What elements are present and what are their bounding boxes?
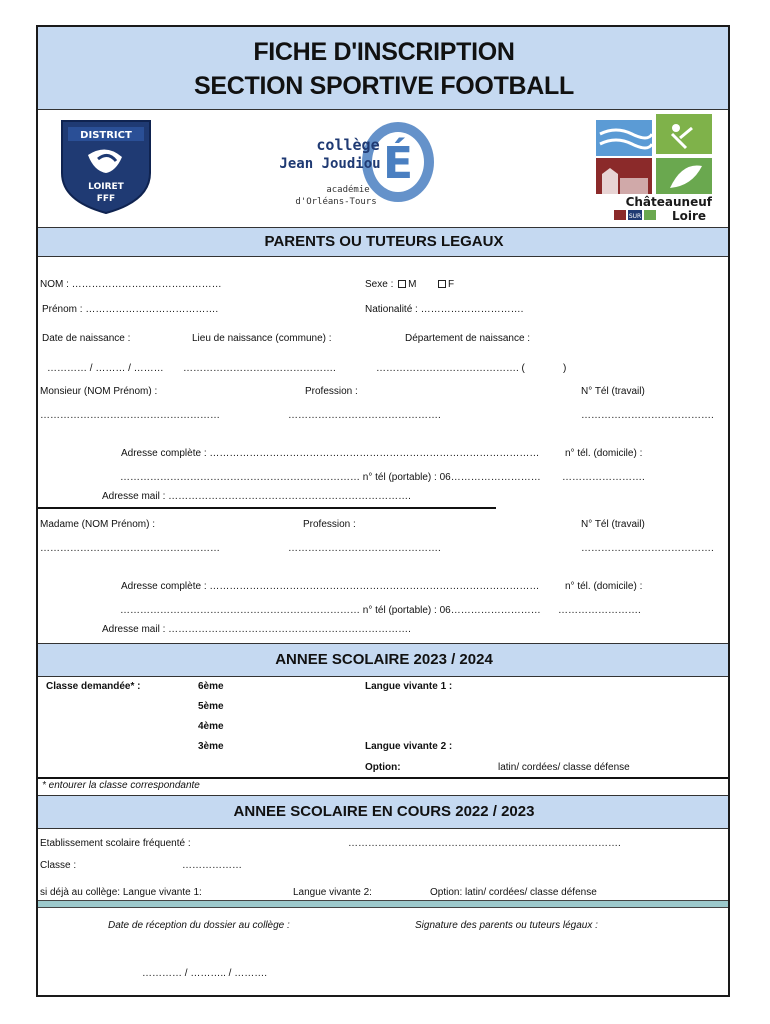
- en-cours-option-label: Option: latin/ cordées/ classe défense: [430, 887, 597, 898]
- madame-adresse-field[interactable]: Adresse complète : ………………………………………………………………………………………: [121, 581, 540, 592]
- sexe-m-label: M: [408, 279, 417, 290]
- monsieur-profession-label: Profession :: [305, 386, 358, 397]
- svg-text:Jean Joudiou: Jean Joudiou: [280, 156, 381, 172]
- date-naissance-label: Date de naissance :: [42, 333, 131, 344]
- classe-footnote: * entourer la classe correspondante: [42, 780, 200, 791]
- option-values[interactable]: latin/ cordées/ classe défense: [498, 762, 630, 773]
- etablissement-field[interactable]: ……………………………………………………………………….: [348, 838, 621, 849]
- svg-text:LOIRET: LOIRET: [88, 182, 124, 192]
- form-title-line2: SECTION SPORTIVE FOOTBALL: [193, 72, 574, 100]
- monsieur-adresse-portable-field[interactable]: ……………………………………………………………… n° tél (portable) : 06………………………: [120, 472, 541, 483]
- svg-text:Loire: Loire: [671, 209, 706, 222]
- svg-text:d'Orléans-Tours: d'Orléans-Tours: [295, 197, 377, 207]
- signature-label: Signature des parents ou tuteurs légaux :: [415, 920, 598, 931]
- form-frame: [36, 25, 730, 997]
- en-cours-lv2-label: Langue vivante 2:: [293, 887, 372, 898]
- departement-close-paren: ): [563, 363, 567, 374]
- svg-text:académie: académie: [326, 185, 370, 195]
- nationalite-field[interactable]: Nationalité : ………………………….: [365, 304, 524, 315]
- monsieur-label: Monsieur (NOM Prénom) :: [40, 386, 158, 397]
- madame-adresse-portable-field[interactable]: ……………………………………………………………… n° tél (portable) : 06………………………: [120, 605, 541, 616]
- date-naissance-field[interactable]: ………… / ……… / ………: [47, 363, 164, 374]
- prenom-field[interactable]: Prénom : ………………………………….: [42, 304, 219, 315]
- madame-mail-field[interactable]: Adresse mail : ……………………………………………………………….: [102, 624, 411, 635]
- monsieur-tel-domicile-field[interactable]: …………………….: [562, 472, 645, 483]
- madame-tel-domicile-field[interactable]: …………………….: [558, 605, 641, 616]
- sexe-label: Sexe :: [365, 279, 394, 290]
- etablissement-label: Etablissement scolaire fréquenté :: [40, 838, 191, 849]
- madame-tel-travail-field[interactable]: ………………………………….: [581, 543, 714, 554]
- annee-heading-text: ANNEE SCOLAIRE 2023 / 2024: [275, 651, 493, 668]
- lieu-naissance-field[interactable]: ……………………………………….: [183, 363, 336, 374]
- madame-tel-travail-label: N° Tél (travail): [581, 519, 645, 530]
- departement-field[interactable]: ……………………………………. (: [376, 363, 525, 374]
- svg-text:SUR: SUR: [628, 213, 642, 220]
- parents-heading-text: PARENTS OU TUTEURS LEGAUX: [264, 233, 504, 250]
- svg-text:FFF: FFF: [96, 194, 116, 204]
- langue-vivante-2-label: Langue vivante 2 :: [365, 741, 453, 752]
- classe-option-6eme[interactable]: 6ème: [198, 681, 224, 692]
- sexe-f-label: F: [447, 279, 455, 290]
- langue-vivante-1-label: Langue vivante 1 :: [365, 681, 453, 692]
- option-label: Option:: [365, 762, 401, 773]
- form-title-line1: FICHE D'INSCRIPTION: [253, 38, 515, 66]
- madame-label: Madame (NOM Prénom) :: [40, 519, 156, 530]
- monsieur-mail-field[interactable]: Adresse mail : ……………………………………………………………….: [102, 491, 411, 502]
- monsieur-tel-domicile-label: n° tél. (domicile) :: [565, 448, 643, 459]
- svg-text:DISTRICT: DISTRICT: [80, 130, 132, 141]
- madame-profession-field[interactable]: ……………………………………….: [288, 543, 441, 554]
- svg-text:É: É: [382, 138, 414, 189]
- departement-label: Département de naissance :: [405, 333, 531, 344]
- monsieur-profession-field[interactable]: ……………………………………….: [288, 410, 441, 421]
- si-deja-lv1-label: si déjà au collège: Langue vivante 1:: [40, 887, 202, 898]
- date-reception-label: Date de réception du dossier au collège :: [108, 920, 290, 931]
- monsieur-tel-travail-label: N° Tél (travail): [581, 386, 645, 397]
- monsieur-nom-field[interactable]: ………………………………………………: [40, 410, 220, 421]
- en-cours-heading-text: ANNEE SCOLAIRE EN COURS 2022 / 2023: [233, 803, 535, 820]
- classe-option-3eme[interactable]: 3ème: [198, 741, 224, 752]
- madame-profession-label: Profession :: [303, 519, 356, 530]
- madame-tel-domicile-label: n° tél. (domicile) :: [565, 581, 643, 592]
- monsieur-tel-travail-field[interactable]: ………………………………….: [581, 410, 714, 421]
- monsieur-adresse-field[interactable]: Adresse complète : ………………………………………………………………………………………: [121, 448, 540, 459]
- svg-text:collège: collège: [316, 136, 380, 154]
- classe-label: Classe :: [40, 860, 77, 871]
- lieu-naissance-label: Lieu de naissance (commune) :: [192, 333, 332, 344]
- classe-field[interactable]: ………………: [182, 860, 242, 871]
- date-reception-field[interactable]: ………… / ……….. / ……….: [142, 968, 268, 979]
- svg-text:Châteauneuf: Châteauneuf: [625, 195, 712, 209]
- classe-demandee-label: Classe demandée* :: [46, 681, 141, 692]
- classe-option-4eme[interactable]: 4ème: [198, 721, 224, 732]
- madame-nom-field[interactable]: ………………………………………………: [40, 543, 220, 554]
- classe-option-5eme[interactable]: 5ème: [198, 701, 224, 712]
- nom-field[interactable]: NOM : ………………………………………: [40, 279, 222, 290]
